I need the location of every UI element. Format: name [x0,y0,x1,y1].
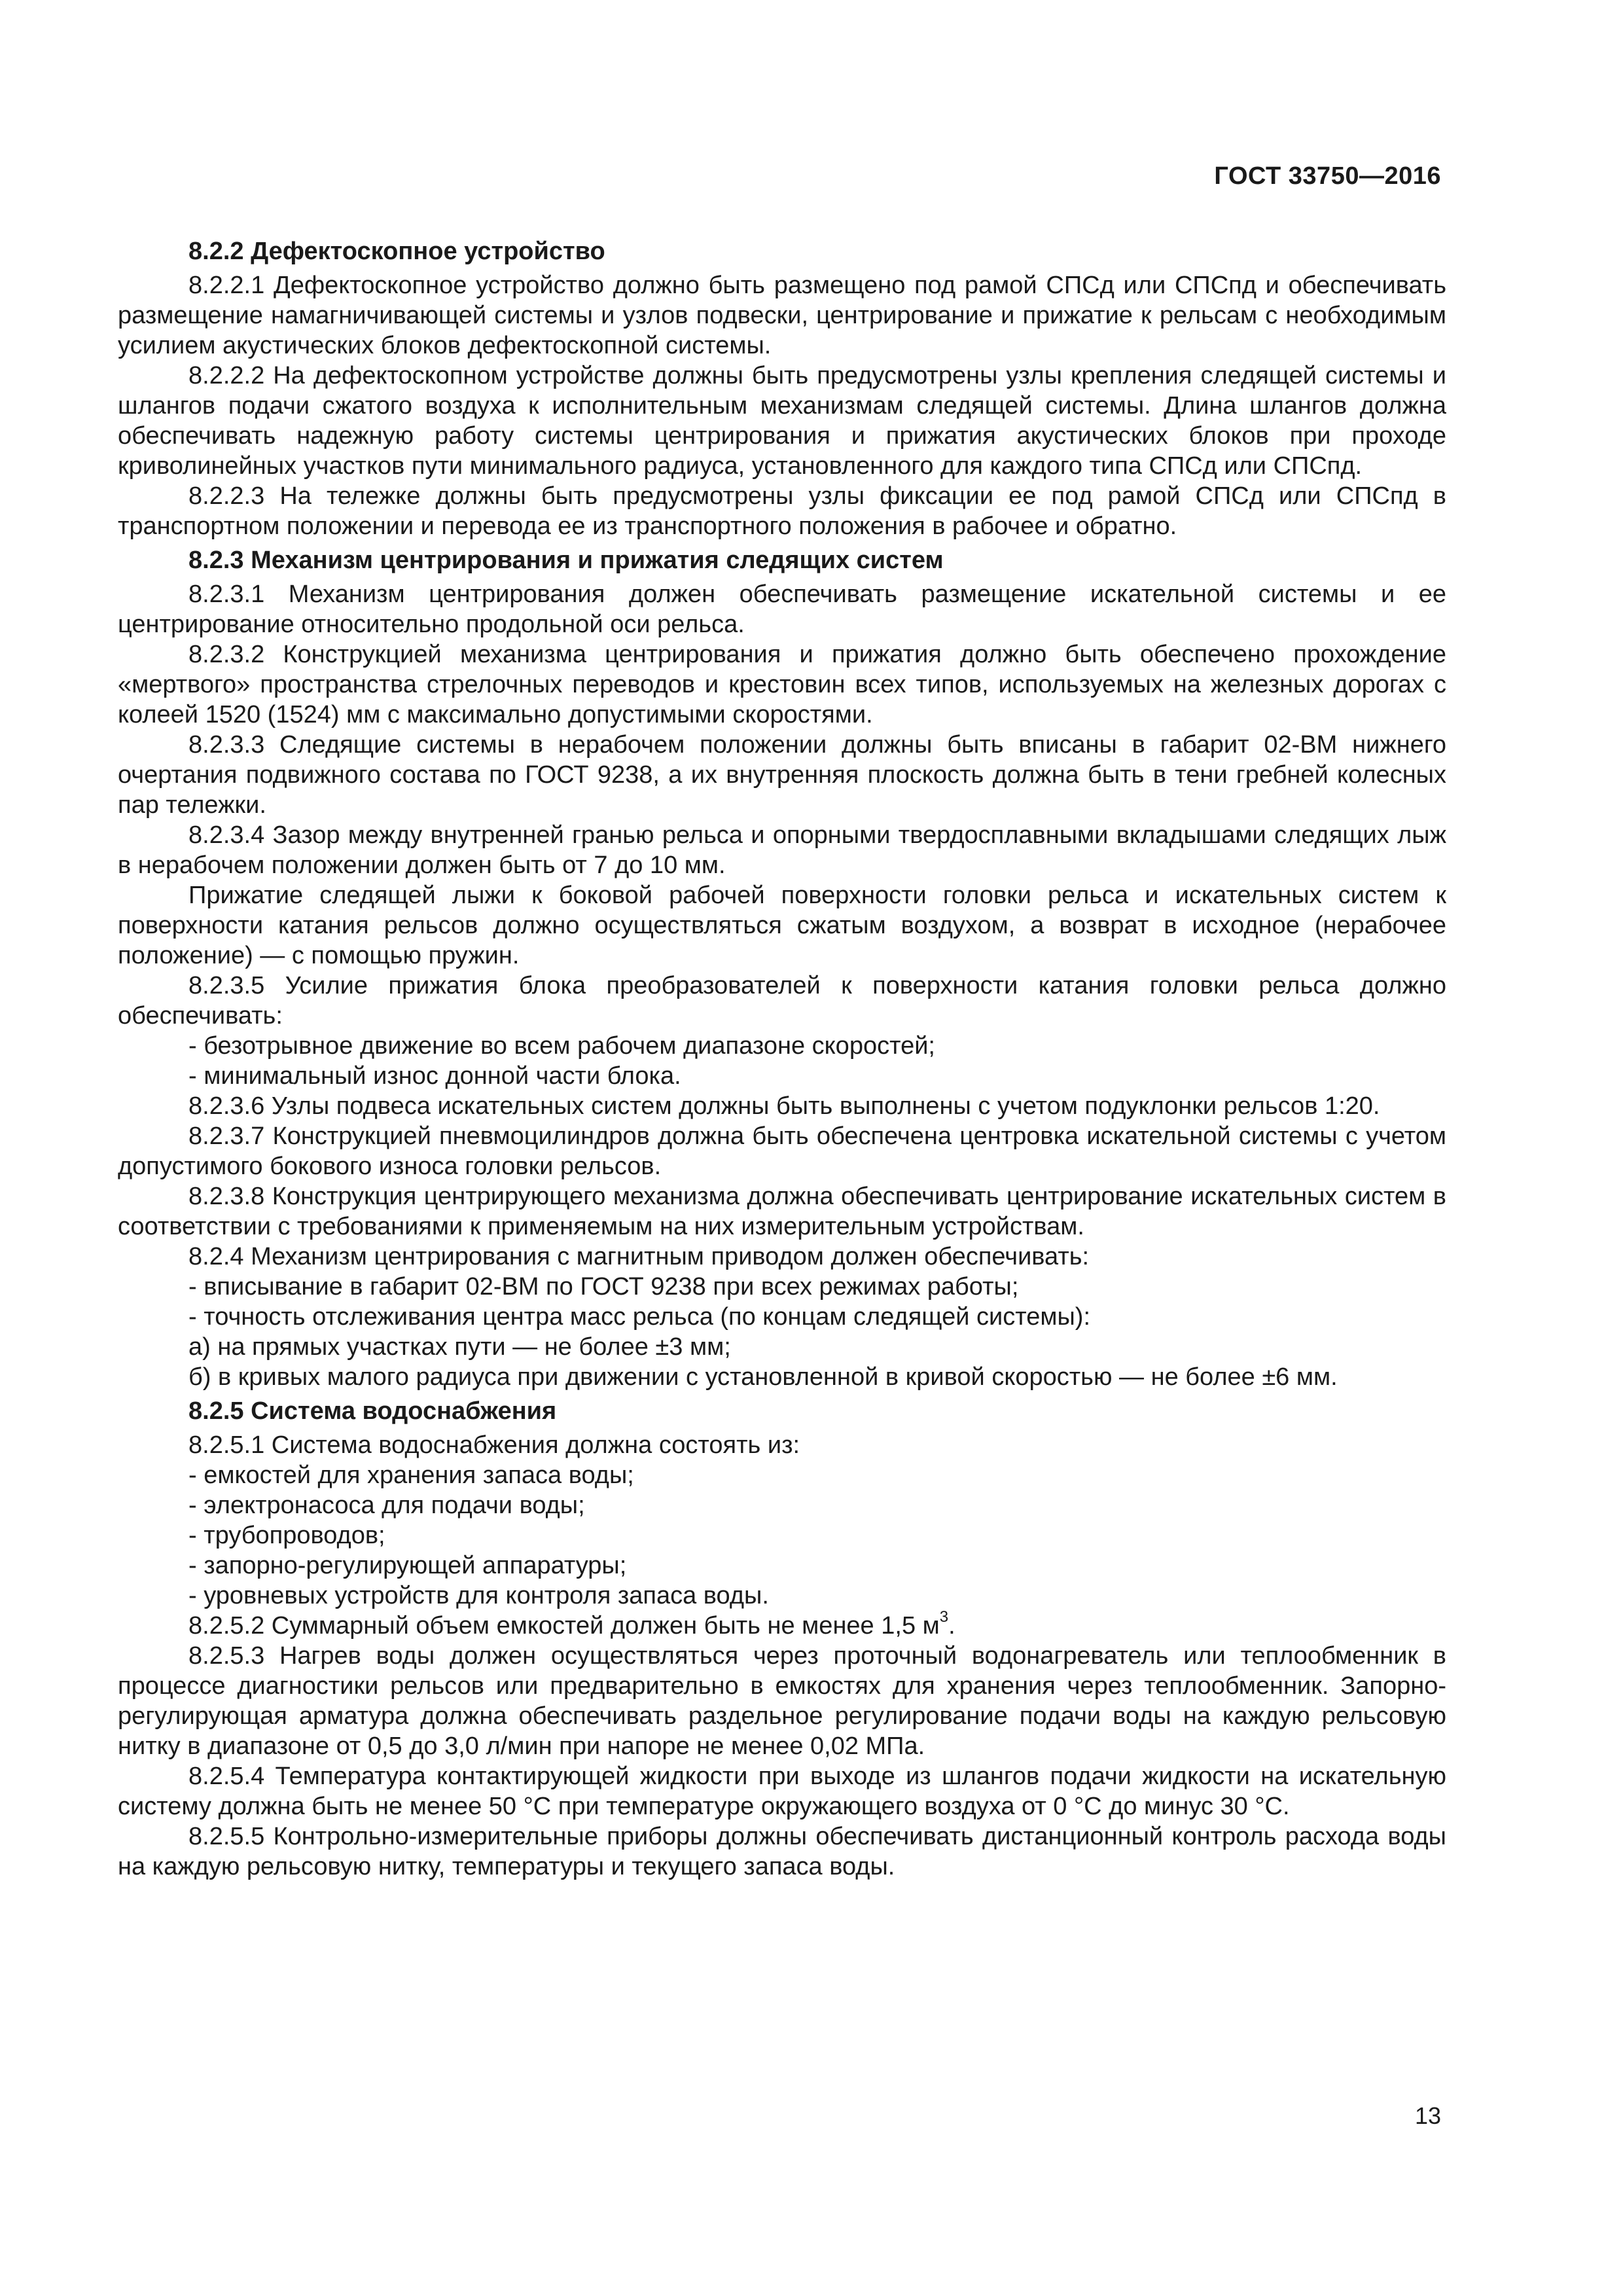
paragraph: 8.2.5.1 Система водоснабжения должна состоять из: [188,1431,800,1459]
paragraph: 8.2.2.2 На дефектоскопном устройстве должны быть предусмотрены узлы крепления следящей системы и шлангов подачи сжатого воздуха к исполнительным механизмам следящей системы. Длина шлангов должна обеспечивать надежную работу системы центрирования и прижатия акустических блоков при проходе криволинейных участков пути минимального радиуса, установленного для каждого типа СПСд или СПСпд. [118,362,1446,480]
paragraph: 8.2.5.3 Нагрев воды должен осуществляться через проточный водонагреватель или теплообменник в процессе диагностики рельсов или предварительно в емкостях для хранения через теплообменник. Запорно-регулирующая арматура должна обеспечивать раздельное регулирование подачи воды на каждую рельсовую нитку в диапазоне от 0,5 до 3,0 л/мин при напоре не менее 0,02 МПа. [118,1642,1446,1760]
list-item: - трубопроводов; [188,1522,385,1549]
list-item: а) на прямых участках пути — не более ±3 мм; [188,1333,731,1361]
paragraph-text: 8.2.5.2 Суммарный объем емкостей должен быть не менее 1,5 м [188,1612,940,1640]
document-header: ГОСТ 33750—2016 [1214,162,1441,190]
list-item: б) в кривых малого радиуса при движении с установленной в кривой скоростью — не более ±6 мм. [188,1363,1338,1391]
list-item: - вписывание в габарит 02-ВМ по ГОСТ 9238 при всех режимах работы; [188,1273,1019,1300]
list-item: - уровневых устройств для контроля запаса воды. [188,1582,769,1609]
paragraph: Прижатие следящей лыжи к боковой рабочей поверхности головки рельса и искательных систем к поверхности катания рельсов должно осуществляться сжатым воздухом, а возврат в исходное (нерабочее положение) — с помощью пружин. [118,882,1446,969]
list-item: - электронасоса для подачи воды; [188,1492,585,1519]
document-body [118,232,1446,1882]
list-item: - точность отслеживания центра масс рельса (по концам следящей системы): [188,1303,1091,1331]
paragraph: 8.2.5.5 Контрольно-измерительные приборы должны обеспечивать дистанционный контроль расхода воды на каждую рельсовую нитку, температуры и текущего запаса воды. [118,1823,1446,1880]
section-heading: 8.2.3 Механизм центрирования и прижатия следящих систем [188,547,944,574]
paragraph: 8.2.5.4 Температура контактирующей жидкости при выходе из шлангов подачи жидкости на искательную систему должна быть не менее 50 °С при температуре окружающего воздуха от 0 °С до минус 30 °С. [118,1763,1446,1820]
paragraph: 8.2.2.1 Дефектоскопное устройство должно быть размещено под рамой СПСд или СПСпд и обеспечивать размещение намагничивающей системы и узлов подвески, центрирование и прижатие к рельсам с необходимым усилием акустических блоков дефектоскопной системы. [118,272,1446,359]
page-number: 13 [1414,2102,1441,2129]
superscript: 3 [939,1608,949,1626]
paragraph: 8.2.4 Механизм центрирования с магнитным приводом должен обеспечивать: [188,1243,1090,1270]
paragraph: 8.2.3.4 Зазор между внутренней гранью рельса и опорными твердосплавными вкладышами следящих лыж в нерабочем положении должен быть от 7 до 10 мм. [118,821,1446,879]
paragraph: 8.2.3.2 Конструкцией механизма центрирования и прижатия должно быть обеспечено прохождение «мертвого» пространства стрелочных переводов и крестовин всех типов, используемых на железных дорогах с колеей 1520 (1524) мм с максимально допустимыми скоростями. [118,641,1446,728]
paragraph: 8.2.3.8 Конструкция центрирующего механизма должна обеспечивать центрирование искательных систем в соответствии с требованиями к применяемым на них измерительным устройствам. [118,1183,1446,1240]
paragraph: 8.2.3.6 Узлы подвеса искательных систем должны быть выполнены с учетом подуклонки рельсов 1:20. [188,1092,1380,1120]
paragraph: 8.2.3.1 Механизм центрирования должен обеспечивать размещение искательной системы и ее центрирование относительно продольной оси рельса. [118,581,1446,638]
list-item: - запорно-регулирующей аппаратуры; [188,1552,627,1579]
list-item: - минимальный износ донной части блока. [188,1062,681,1090]
list-item: - емкостей для хранения запаса воды; [188,1462,634,1489]
paragraph: 8.2.2.3 На тележке должны быть предусмотрены узлы фиксации ее под рамой СПСд или СПСпд в транспортном положении и перевода ее из транспортного положения в рабочее и обратно. [118,482,1446,540]
paragraph-tail: . [948,1612,955,1640]
paragraph: 8.2.3.3 Следящие системы в нерабочем положении должны быть вписаны в габарит 02-ВМ нижнего очертания подвижного состава по ГОСТ 9238, а их внутренняя плоскость должна быть в тени гребней колесных пар тележки. [118,731,1446,819]
paragraph [118,1608,1446,1641]
list-item: - безотрывное движение во всем рабочем диапазоне скоростей; [188,1032,935,1060]
section-heading: 8.2.5 Система водоснабжения [188,1397,557,1425]
paragraph: 8.2.3.5 Усилие прижатия блока преобразователей к поверхности катания головки рельса должно обеспечивать: [118,972,1446,1030]
section-heading: 8.2.2 Дефектоскопное устройство [188,238,605,265]
paragraph: 8.2.3.7 Конструкцией пневмоцилиндров должна быть обеспечена центровка искательной системы с учетом допустимого бокового износа головки рельсов. [118,1122,1446,1180]
